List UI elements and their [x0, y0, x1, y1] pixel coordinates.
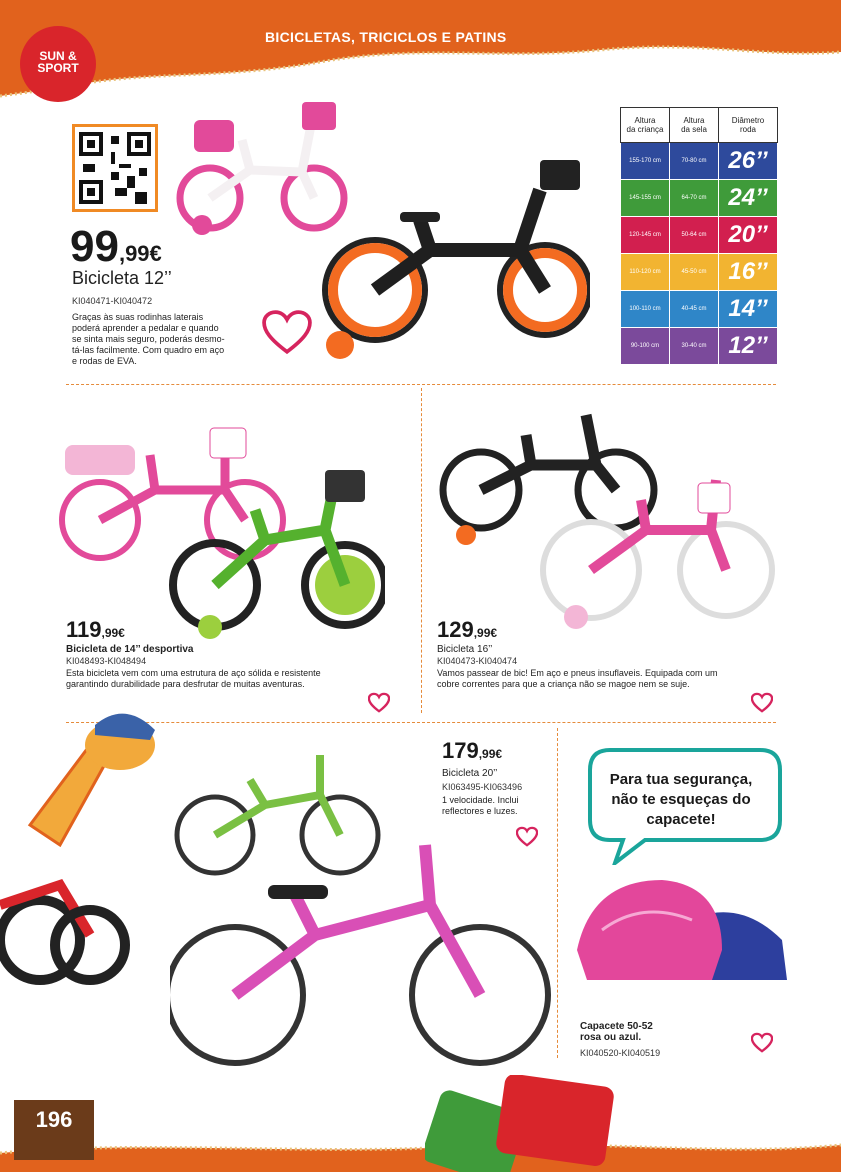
- qr-code[interactable]: [72, 124, 158, 212]
- size-row: [621, 180, 778, 217]
- product-title-bike-16: Bicicleta 16’’: [437, 644, 493, 655]
- brand-logo: [20, 26, 96, 102]
- price-integer: 119: [66, 617, 102, 642]
- desc-line: tá-las facilmente. Com quadro em aço: [72, 345, 225, 355]
- seat-height: 70-80 cm: [670, 143, 719, 180]
- header-text: roda: [739, 125, 756, 134]
- price-bike-16: [437, 617, 497, 643]
- wheel-size: 12’’: [719, 328, 778, 365]
- header-wheel-diameter: [719, 108, 778, 143]
- bubble-line: não te esqueças do: [611, 791, 751, 808]
- price-decimal: ,99€: [101, 626, 125, 640]
- wheel-size: 20’’: [719, 217, 778, 254]
- column-divider: [421, 388, 422, 713]
- child-height: 145-155 cm: [621, 180, 670, 217]
- child-height: 100-110 cm: [621, 291, 670, 328]
- header-text: Altura: [683, 116, 705, 125]
- header-text: Altura: [634, 116, 656, 125]
- desc-line: se sinta mais seguro, poderás desmo-: [72, 334, 225, 344]
- section-divider: [66, 722, 776, 723]
- brand-logo-text: SUN & SPORT: [37, 49, 79, 75]
- bubble-line: capacete!: [646, 811, 716, 828]
- page-number: 196: [35, 1107, 73, 1132]
- wheel-size: 24’’: [719, 180, 778, 217]
- price-decimal: ,99€: [473, 626, 498, 640]
- helmets-image: [572, 870, 792, 1020]
- product-title-bike-20: Bicicleta 20’’: [442, 768, 498, 779]
- header-seat-height: [670, 108, 719, 143]
- header-banner: [0, 0, 841, 100]
- favorite-heart-icon[interactable]: [368, 692, 390, 714]
- child-height: 110-120 cm: [621, 254, 670, 291]
- favorite-heart-icon[interactable]: [751, 692, 773, 714]
- helmet-title-line: Capacete 50-52: [580, 1021, 653, 1032]
- helmet-title-line: rosa ou azul.: [580, 1032, 642, 1043]
- product-code-bike-14: KI048493-KI048494: [66, 656, 147, 666]
- desc-line: Vamos passear de bic! Em aço e pneus insuflaveis. Equipada com um: [437, 668, 718, 678]
- price-decimal: ,99€: [118, 241, 162, 266]
- seat-height: 45-50 cm: [670, 254, 719, 291]
- product-description-bike-16: [437, 668, 717, 690]
- section-title: BICICLETAS, TRICICLOS E PATINS: [265, 29, 507, 45]
- seat-height: 30-40 cm: [670, 328, 719, 365]
- desc-line: e rodas de EVA.: [72, 356, 137, 366]
- size-table-header: [621, 108, 778, 143]
- price-bike-14: [66, 617, 125, 643]
- desc-line: reflectores e luzes.: [442, 806, 518, 816]
- desc-line: Esta bicicleta vem com uma estrutura de aço sólida e resistente: [66, 668, 321, 678]
- header-text: da sela: [681, 125, 707, 134]
- speech-bubble-text: [592, 770, 770, 830]
- product-title-helmet: [580, 1021, 653, 1043]
- product-code-bike-20: KI063495-KI063496: [442, 782, 523, 792]
- bikes-14-image: [55, 400, 385, 645]
- bikes-16-image: [436, 395, 781, 635]
- size-row: [621, 143, 778, 180]
- seat-height: 40-45 cm: [670, 291, 719, 328]
- desc-line: poderá aprender a pedalar e quando: [72, 323, 219, 333]
- size-row: [621, 254, 778, 291]
- desc-line: garantindo durabilidade para desfrutar de muitas aventuras.: [66, 679, 305, 689]
- price-bike-12: [70, 222, 162, 272]
- header-text: da criança: [626, 125, 664, 134]
- seat-height: 64-70 cm: [670, 180, 719, 217]
- seat-height: 50-64 cm: [670, 217, 719, 254]
- wheel-size: 14’’: [719, 291, 778, 328]
- qr-pattern-icon: [75, 127, 155, 209]
- price-integer: 129: [437, 617, 474, 642]
- product-description-bike-12: [72, 312, 225, 367]
- giraffe-mascot-image: [0, 705, 160, 995]
- price-integer: 179: [442, 738, 479, 763]
- price-decimal: ,99€: [478, 747, 503, 761]
- favorite-heart-icon[interactable]: [262, 310, 312, 356]
- desc-line: Graças às suas rodinhas laterais: [72, 312, 204, 322]
- gift-tags-image: [425, 1075, 615, 1172]
- bikes-20-image: [170, 745, 560, 1070]
- header-text: Diâmetro: [731, 116, 765, 125]
- favorite-heart-icon[interactable]: [751, 1032, 773, 1054]
- header-child-height: [621, 108, 670, 143]
- page-number-box: [14, 1100, 94, 1160]
- child-height: 120-145 cm: [621, 217, 670, 254]
- product-description-bike-14: [66, 668, 321, 690]
- bubble-line: Para tua segurança,: [609, 771, 753, 788]
- price-integer: 99: [70, 222, 119, 271]
- product-code-bike-12: KI040471-KI040472: [72, 296, 153, 306]
- child-height: 90-100 cm: [621, 328, 670, 365]
- wheel-size: 26’’: [719, 143, 778, 180]
- size-row: [621, 328, 778, 365]
- size-row: [621, 291, 778, 328]
- section-divider: [66, 384, 776, 385]
- desc-line: 1 velocidade. Inclui: [442, 795, 519, 805]
- wheel-size: 16’’: [719, 254, 778, 291]
- size-guide-table: [620, 107, 778, 365]
- size-row: [621, 217, 778, 254]
- product-code-helmet: KI040520-KI040519: [580, 1048, 661, 1058]
- product-code-bike-16: KI040473-KI040474: [437, 656, 518, 666]
- desc-line: cobre correntes para que a criança não se magoe nem se suje.: [437, 679, 690, 689]
- child-height: 155-170 cm: [621, 143, 670, 180]
- product-title-bike-12: Bicicleta 12’’: [72, 268, 172, 288]
- product-title-bike-14: Bicicleta de 14’’ desportiva: [66, 644, 194, 655]
- footer-banner: [0, 1135, 841, 1172]
- orange-bike-12-image: [320, 150, 590, 370]
